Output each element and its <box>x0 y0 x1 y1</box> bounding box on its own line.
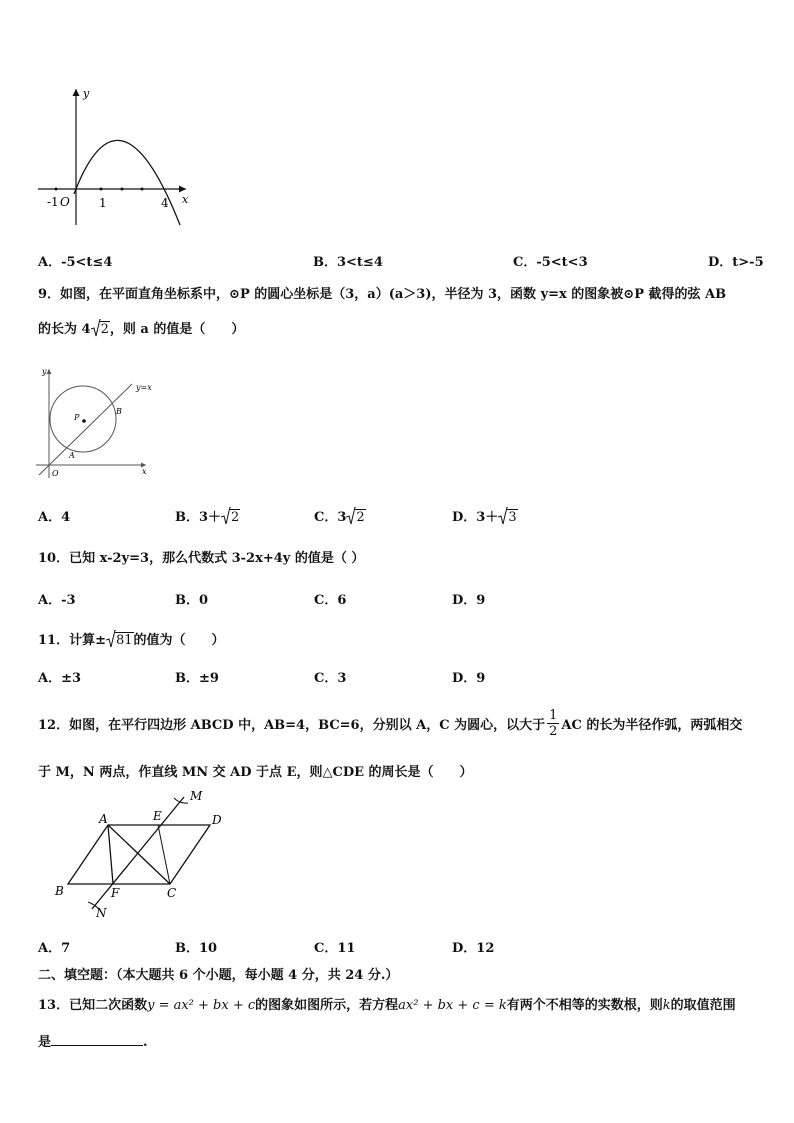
q9-option-d <box>452 506 518 525</box>
q13-text-4: 的取值范围 <box>670 998 736 1013</box>
q9-center-p <box>82 419 86 423</box>
fig8-y-label: y <box>83 87 90 100</box>
q12-option-c: C．11 <box>314 941 356 956</box>
q10-stem: 10．已知 x-2y=3，那么代数式 3-2x+4y 的值是（ ） <box>38 551 365 566</box>
fig8-tick-1: 1 <box>99 196 107 210</box>
q12-label-b: B <box>55 884 64 898</box>
q9-label-a: A <box>69 451 75 460</box>
q13-text-2: 的图象如图所示，若方程 <box>255 998 399 1013</box>
q9-sqrt-arg: 2 <box>100 322 109 337</box>
q12-stem-line1 <box>38 705 742 741</box>
q13-var-k: k <box>662 998 671 1013</box>
q8-option-b: B．3<t≤4 <box>313 255 383 270</box>
q12-label-m: M <box>190 789 203 803</box>
q9-option-c-sqrt-arg: 2 <box>356 510 365 525</box>
q9-option-c <box>314 506 366 525</box>
q11-sqrt <box>106 633 134 648</box>
q12-label-d: D <box>212 813 222 827</box>
q12-label-a: A <box>99 812 108 826</box>
parabola-figure <box>34 85 194 230</box>
q9-option-b <box>175 506 240 525</box>
q9-option-d-text: D．3＋ <box>452 510 499 525</box>
q13-answer-blank[interactable] <box>51 1033 143 1046</box>
q13-stem-line1 <box>38 994 736 1013</box>
q12-fraction <box>547 708 559 739</box>
q8-option-c: C．-5<t<3 <box>513 255 588 270</box>
q12-line-af <box>108 825 113 884</box>
q9-label-o: O <box>52 469 59 478</box>
q12-label-e: E <box>153 809 162 823</box>
fig8-x-label: x <box>182 193 189 206</box>
q8-option-a: A．-5<t≤4 <box>38 255 113 270</box>
circle-figure <box>34 362 159 480</box>
q13-text-3: 有两个不相等的实数根，则 <box>506 998 663 1013</box>
q9-sqrt <box>91 322 110 337</box>
q10-option-d: D．9 <box>452 593 486 608</box>
q9-option-c-text: C．3 <box>314 510 347 525</box>
q9-circle <box>50 386 116 452</box>
q8-option-d: D．t>-5 <box>708 255 764 270</box>
q12-diagonal-ac <box>108 825 170 884</box>
q11-option-a: A．±3 <box>38 671 82 686</box>
q9-label-b: B <box>116 407 122 416</box>
q11-option-b: B．±9 <box>175 671 219 686</box>
q13-line2-prefix: 是 <box>38 1035 52 1050</box>
q9-option-d-sqrt <box>498 510 517 525</box>
q12-frac-den: 2 <box>549 723 558 739</box>
parallelogram-figure <box>50 786 235 921</box>
q12-label-c: C <box>167 886 177 900</box>
q12-option-b: B．10 <box>175 941 218 956</box>
fig8-origin: O <box>60 195 70 209</box>
fig8-tick-neg1: -1 <box>47 195 59 209</box>
q12-option-d: D．12 <box>452 941 495 956</box>
q9-option-b-text: B．3＋ <box>175 510 222 525</box>
q13-stem-line2 <box>38 1031 148 1050</box>
q9-line-yx <box>39 384 132 475</box>
q11-stem-suffix: 的值为（ ） <box>133 633 225 648</box>
q11-sqrt-arg: 81 <box>115 633 133 648</box>
q13-text-1: 13．已知二次函数 <box>38 998 148 1013</box>
q12-stem-prefix: 12．如图，在平行四边形 ABCD 中，AB=4，BC=6，分别以 A，C 为圆心，以大于 <box>38 717 546 733</box>
q13-equation-2: ax² + bx + c = k <box>398 998 507 1013</box>
q9-stem-line1: 9．如图，在平面直角坐标系中，⊙P 的圆心坐标是（3，a）(a＞3)，半径为 3，函数 y=x 的图象被⊙P 截得的弦 AB <box>38 287 727 302</box>
q12-label-n: N <box>96 906 107 920</box>
section-2-heading: 二、填空题：（本大题共 6 个小题，每小题 4 分，共 24 分.） <box>38 968 399 983</box>
q9-option-d-sqrt-arg: 3 <box>508 510 517 525</box>
q12-label-f: F <box>111 886 120 900</box>
q9-stem-line2 <box>38 318 244 337</box>
fig8-tick-4: 4 <box>161 196 169 210</box>
q11-option-d: D．9 <box>452 671 486 686</box>
q12-stem-line2: 于 M，N 两点，作直线 MN 交 AD 于点 E，则△CDE 的周长是（ ） <box>38 765 473 780</box>
q11-option-c: C．3 <box>314 671 347 686</box>
parabola-curve <box>74 140 180 225</box>
q9-label-p: P <box>74 413 80 422</box>
q9-label-yx: y=x <box>136 383 152 392</box>
q10-option-b: B．0 <box>175 593 209 608</box>
q13-line2-suffix: . <box>143 1035 148 1050</box>
q9-label-y: y <box>42 367 47 376</box>
q9-stem-prefix: 的长为 4 <box>38 322 91 337</box>
q10-option-a: A．-3 <box>38 593 76 608</box>
q9-option-b-sqrt-arg: 2 <box>231 510 240 525</box>
q9-option-a: A．4 <box>38 510 71 525</box>
q10-option-c: C．6 <box>314 593 347 608</box>
q13-equation-1: y = ax² + bx + c <box>147 998 256 1013</box>
q11-stem <box>38 629 225 648</box>
q12-option-a: A．7 <box>38 941 71 956</box>
q11-stem-prefix: 11．计算± <box>38 633 106 648</box>
q9-label-x: x <box>142 467 147 476</box>
q9-stem-suffix: ，则 a 的值是（ ） <box>109 322 245 337</box>
q9-option-c-sqrt <box>346 510 365 525</box>
q12-stem-suffix: AC 的长为半径作弧，两弧相交 <box>561 717 743 733</box>
q9-option-b-sqrt <box>221 510 240 525</box>
q12-frac-num: 1 <box>549 707 558 723</box>
